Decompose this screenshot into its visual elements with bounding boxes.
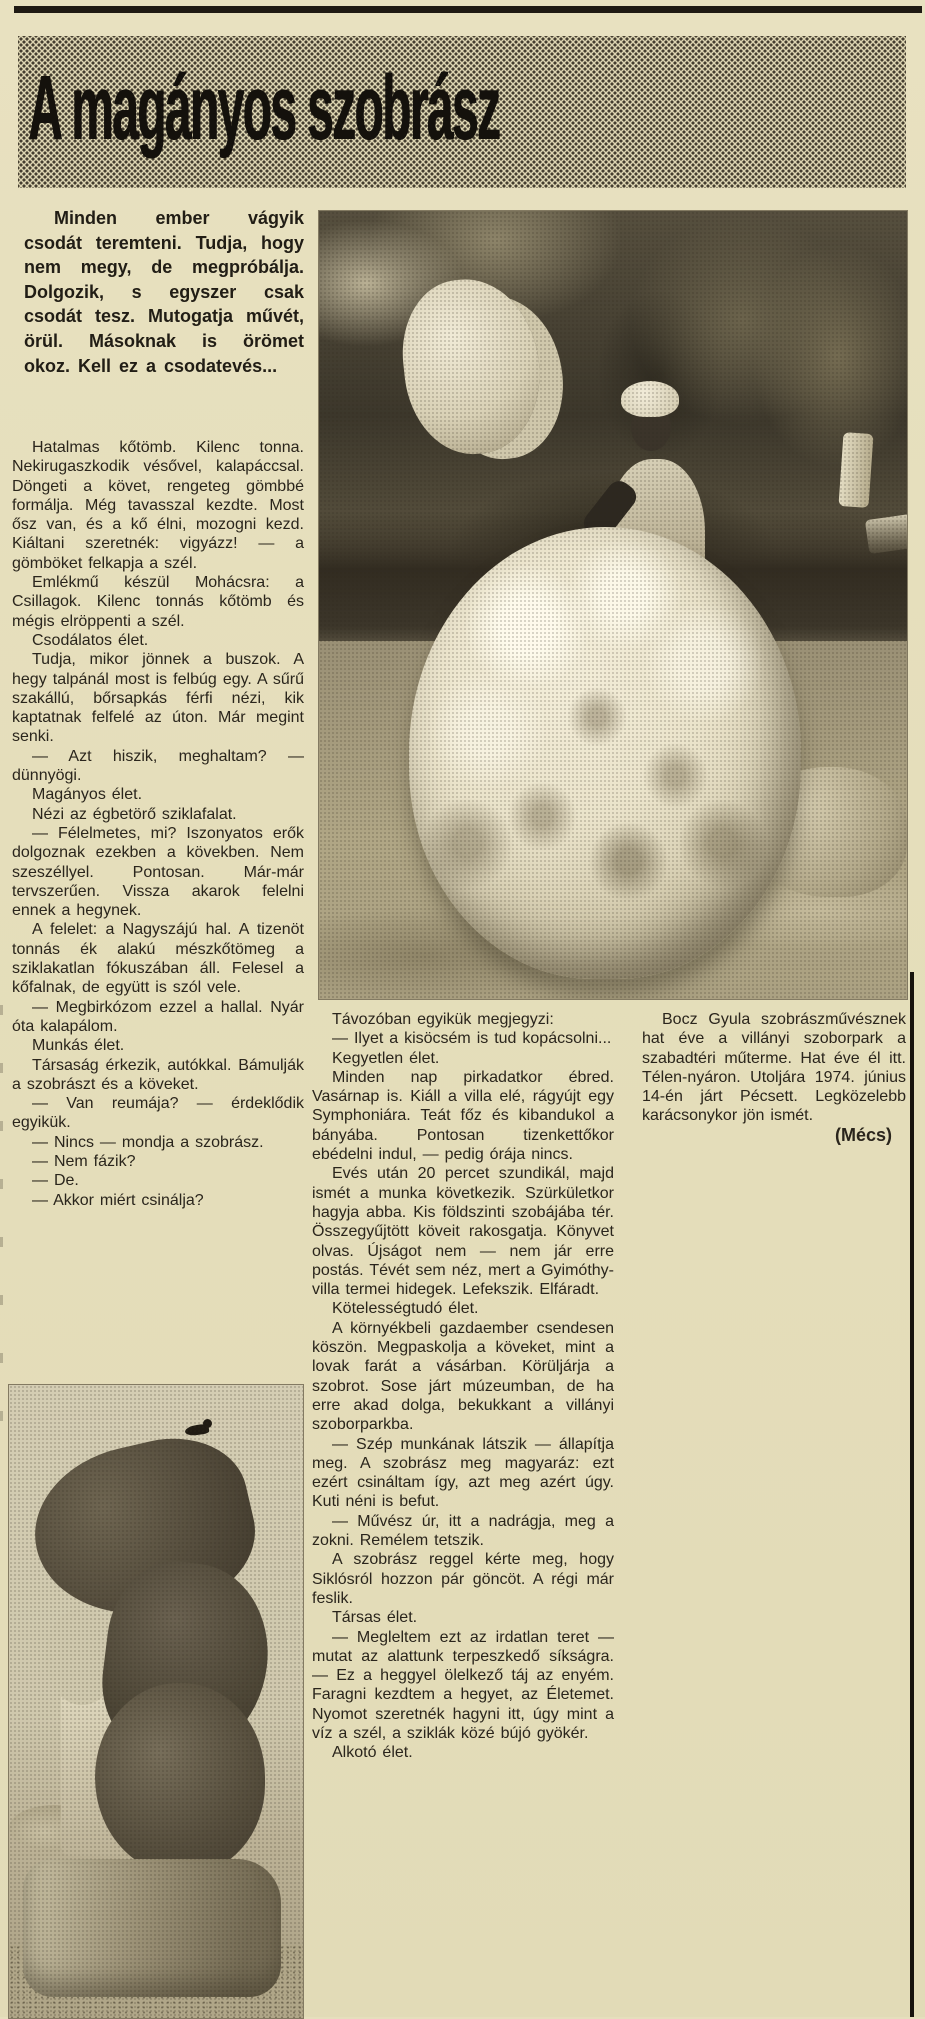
paragraph: — Megbirkózom ezzel a hallal. Nyár óta kalapálom. — [12, 998, 304, 1035]
main-photo — [318, 210, 908, 1000]
sculpture-base-stone — [23, 1859, 281, 1997]
paragraph: A szobrász reggel kérte meg, hogy Siklósról hozzon pár göncöt. A régi már feslik. — [312, 1551, 614, 1607]
column-separator-rule — [910, 972, 914, 2017]
stone-block — [838, 432, 873, 508]
lead-text: Minden ember vágyik csodát teremteni. Tudja, hogy nem megy, de megpróbálja. Dolgozik, s egyszer csak csodát tesz. Mutogatja művét, örül. Másoknak is örömet okoz. Kell ez a csodatevés... — [24, 208, 304, 376]
right-column-text — [642, 1010, 906, 1126]
bumpy-stone-sphere — [409, 527, 801, 979]
paragraph: — Megleltem ezt az irdatlan teret — mutat az alattunk terpeszkedő síkságra. — Ez a heggyel ölelkező táj az enyém. Faragni kezdtem a hegyet, az Életemet. Nyomot szeretnék hagyni itt, úgy mint a víz a szél, a sziklák közé bújó gyökér. — [312, 1628, 614, 1742]
paragraph: Alkotó élet. — [332, 1744, 413, 1762]
paragraph: — Nem fázik? — [32, 1152, 136, 1170]
article-column-right — [642, 1010, 906, 1145]
left-edge-rule-fragments — [0, 1005, 3, 1425]
paragraph: Tudja, mikor jönnek a buszok. A hegy talpánál most is felbúg egy. A sűrű szakállú, bőrsapkás férfi nézi, kik kaptatnak felfelé az úton. Már megint senki. — [12, 651, 304, 746]
paragraph: Kötelességtudó élet. — [332, 1300, 479, 1318]
sculptor-cap — [621, 381, 679, 417]
paragraph: Emlékmű készül Mohácsra: a Csillagok. Kilenc tonnás kőtömb és mégis elröppenti a szél. — [12, 574, 304, 630]
paragraph: — Művész úr, itt a nadrágja, meg a zokni. Remélem tetszik. — [312, 1512, 614, 1550]
paragraph: Minden nap pirkadatkor ébred. Vasárnap is. Kiáll a villa elé, rágyújt egy Symphoniára. Teát főz és kibandukol a bányába. Pontosan tizenkettőkor ebédelni indul, — pedig órája nincs. — [312, 1068, 614, 1164]
paragraph: A felelet: a Nagyszájú hal. A tizenöt tonnás ék alakú mészkőtömeg a sziklakatlan fókuszában áll. Felesel a kőfalnak, de együtt is szól vele. — [12, 921, 304, 997]
paragraph: — Szép munkának látszik — állapítja meg. A szobrász meg magyaráz: ezt ezért csináltam így, azt meg azért úgy. Kuti néni is befut. — [312, 1435, 614, 1511]
paragraph: A környékbeli gazdaember csendesen köszön. Megpaskolja a köveket, mint a lovak farát a vásárban. Körüljárja a szobrot. Sose járt múzeumban, de ha erre akad dolga, bekukkant a villányi szoborparkba. — [312, 1319, 614, 1434]
paragraph: — Azt hiszik, meghaltam? — dünnyögi. — [12, 747, 304, 785]
page-title: A magányos szobrász — [28, 57, 500, 159]
paragraph: Társas élet. — [332, 1609, 418, 1627]
byline: (Mécs) — [834, 1124, 892, 1145]
paragraph: Hatalmas kőtömb. Kilenc tonna. Nekirugaszkodik vésővel, kalapáccsal. Döngeti a követ, rengeteg gömbbé formálja. Még tavasszal kezdte. Most ősz van, és a kő élni, mozogni kezd. Kiáltani szeretnék: vigyázz! — a gömböket felkapja a szél. — [12, 439, 304, 572]
paragraph: Evés után 20 percet szundikál, majd ismét a munka következik. Szürkületkor hagyja abba. Kis földszinti szobájába tér. Összegyűjtött köveit rakosgatja. Könyvet olvas. Újságot nem — nem jár erre postás. Tévét sem néz, mert a Gyimóthy-villa termei hidegek. Lefekszik. Elfáradt. — [312, 1165, 614, 1299]
paragraph: Távozóban egyikük megjegyzi: — [332, 1011, 554, 1028]
paragraph: Bocz Gyula szobrászművésznek hat éve a villányi szoborpark a szabadtéri műterme. Hat éve él itt. Télen-nyáron. Utoljára 1974. június 14-én járt Pécsett. Legközelebb karácsonykor jön ismét. — [642, 1011, 906, 1125]
paragraph: Nézi az égbetörő sziklafalat. — [32, 805, 237, 823]
paragraph: — Akkor miért csinálja? — [32, 1191, 204, 1209]
paragraph: Csodálatos élet. — [32, 631, 149, 649]
paragraph: Kegyetlen élet. — [332, 1049, 440, 1067]
lead-paragraph — [24, 206, 304, 378]
paragraph: — Van reumája? — érdeklődik egyikük. — [12, 1095, 304, 1132]
paragraph: Munkás élet. — [32, 1037, 125, 1055]
sculpture-lower-lobe — [95, 1683, 265, 1875]
paragraph: Magányos élet. — [32, 786, 143, 804]
article-column-middle — [312, 1010, 614, 1763]
sculpture-photo — [8, 1384, 304, 2019]
paragraph: — Félelmetes, mi? Iszonyatos erők dolgoznak ezekben a kövekben. Nem szeszéllyel. Pontosan. Már-már tervszerűen. Vissza akarok felelni ennek a hegynek. — [12, 824, 304, 920]
bird-head — [203, 1419, 212, 1428]
paragraph: — De. — [32, 1172, 79, 1190]
headline-band — [18, 36, 906, 188]
paragraph: — Nincs — mondja a szobrász. — [32, 1133, 264, 1151]
paragraph: — Ilyet a kisöcsém is tud kopácsolni... — [332, 1030, 612, 1048]
article-column-left — [12, 438, 304, 1210]
top-rule — [14, 6, 922, 13]
paragraph: Társaság érkezik, autókkal. Bámulják a szobrászt és a köveket. — [12, 1056, 304, 1093]
